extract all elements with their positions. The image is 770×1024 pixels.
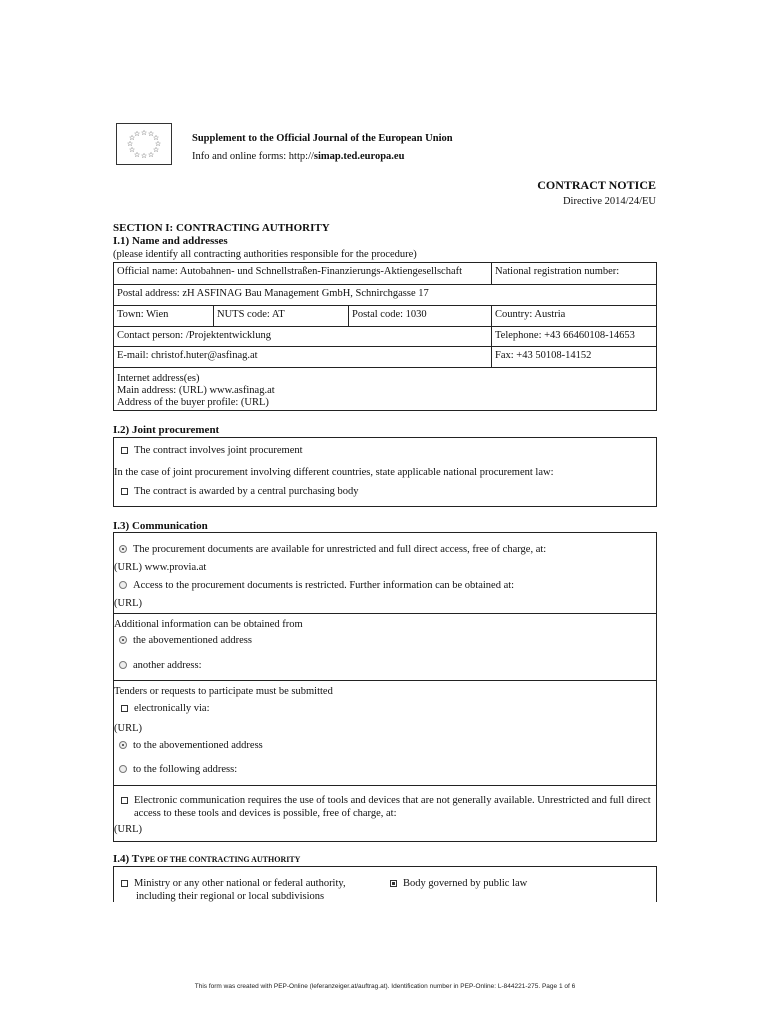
joint-procurement-label: The contract involves joint procurement bbox=[134, 445, 303, 456]
url-field-2: (URL) bbox=[114, 723, 142, 734]
electronic-comm-option[interactable] bbox=[121, 795, 651, 806]
contract-notice-title: CONTRACT NOTICE bbox=[537, 178, 656, 192]
tenders-submitted: Tenders or requests to participate must be submitted bbox=[114, 686, 333, 697]
section-title: SECTION I: CONTRACTING AUTHORITY bbox=[113, 222, 330, 234]
svg-text:☆: ☆ bbox=[152, 134, 160, 142]
email-row bbox=[114, 347, 656, 368]
checkbox-icon[interactable] bbox=[121, 880, 128, 887]
postal-address: Postal address: zH ASFINAG Bau Management GmbH, Schnirchgasse 17 bbox=[117, 288, 429, 299]
i1-note: (please identify all contracting authorities responsible for the procedure) bbox=[113, 249, 417, 260]
svg-text:☆: ☆ bbox=[147, 151, 155, 159]
checkbox-icon[interactable] bbox=[121, 797, 128, 804]
i1-title: I.1) Name and addresses bbox=[113, 235, 228, 247]
svg-text:☆: ☆ bbox=[140, 129, 148, 137]
joint-procurement-option[interactable] bbox=[121, 445, 303, 456]
svg-text:☆: ☆ bbox=[152, 146, 160, 154]
journal-info bbox=[192, 151, 404, 162]
docs-restricted-label: Access to the procurement documents is restricted. Further information can be obtained at: bbox=[133, 580, 515, 591]
body-public-law-option[interactable] bbox=[390, 878, 527, 889]
ministry-label-2: including their regional or local subdivisions bbox=[136, 891, 325, 902]
electronic-comm-label-2: access to these tools and devices is possible, free of charge, at: bbox=[134, 808, 397, 819]
i4-box bbox=[113, 866, 657, 902]
divider bbox=[114, 785, 656, 786]
svg-text:☆: ☆ bbox=[154, 140, 162, 148]
divider bbox=[114, 680, 656, 681]
i4-title bbox=[113, 853, 300, 865]
town-row bbox=[114, 306, 656, 327]
checkbox-icon[interactable] bbox=[121, 447, 128, 454]
radio-icon[interactable] bbox=[119, 765, 127, 773]
radio-selected-icon[interactable] bbox=[119, 741, 127, 749]
telephone: Telephone: +43 66460108-14653 bbox=[491, 327, 656, 346]
body-public-law-label: Body governed by public law bbox=[403, 878, 528, 889]
info-prefix: Info and online forms: http:// bbox=[192, 151, 314, 162]
info-link[interactable]: simap.ted.europa.eu bbox=[313, 151, 405, 162]
central-purchasing-option[interactable] bbox=[121, 486, 359, 497]
checkbox-icon[interactable] bbox=[121, 705, 128, 712]
journal-title: Supplement to the Official Journal of the European Union bbox=[192, 133, 453, 144]
nuts-code: NUTS code: AT bbox=[213, 306, 348, 326]
i3-title: I.3) Communication bbox=[113, 520, 208, 532]
name-row bbox=[114, 263, 656, 285]
another-address-option[interactable] bbox=[119, 660, 202, 671]
postal-row bbox=[114, 285, 656, 306]
svg-text:☆: ☆ bbox=[133, 151, 141, 159]
radio-icon[interactable] bbox=[119, 581, 127, 589]
svg-text:☆: ☆ bbox=[128, 146, 136, 154]
radio-selected-icon[interactable] bbox=[119, 545, 127, 553]
i3-box bbox=[113, 532, 657, 842]
radio-selected-icon[interactable] bbox=[119, 636, 127, 644]
ministry-option[interactable] bbox=[121, 878, 346, 889]
above-address-option[interactable] bbox=[119, 635, 252, 646]
page-footer: This form was created with PEP-Online (leferanzeiger.at/auftrag.at). Identification number in PEP-Online: L-844221-275. Page 1 of 6 bbox=[194, 983, 576, 990]
to-above-label: to the abovementioned address bbox=[133, 740, 263, 751]
above-address-label: the abovementioned address bbox=[133, 635, 252, 646]
divider bbox=[114, 613, 656, 614]
email: E-mail: christof.huter@asfinag.at bbox=[117, 350, 258, 361]
central-purchasing-label: The contract is awarded by a central purchasing body bbox=[134, 486, 359, 497]
docs-restricted-option[interactable] bbox=[119, 580, 514, 591]
i1-address-box bbox=[113, 262, 657, 411]
official-name: Official name: Autobahnen- und Schnellstraßen-Finanzierungs-Aktiengesellschaft bbox=[117, 266, 463, 277]
svg-text:☆: ☆ bbox=[133, 130, 141, 138]
to-above-option[interactable] bbox=[119, 740, 263, 751]
procurement-law: In the case of joint procurement involving different countries, state applicable national procurement law: bbox=[114, 467, 554, 478]
i2-title: I.2) Joint procurement bbox=[113, 424, 220, 436]
another-address-label: another address: bbox=[133, 660, 202, 671]
svg-text:☆: ☆ bbox=[140, 152, 148, 160]
url-field-1: (URL) bbox=[114, 598, 142, 609]
electronic-comm-label-1: Electronic communication requires the use of tools and devices that are not generally available. Unrestricted and full direct bbox=[134, 795, 651, 806]
radio-icon[interactable] bbox=[119, 661, 127, 669]
svg-text:☆: ☆ bbox=[147, 130, 155, 138]
main-address: Main address: (URL) www.asfinag.at bbox=[117, 385, 275, 396]
additional-info: Additional information can be obtained from bbox=[114, 619, 303, 630]
internet-row bbox=[114, 368, 656, 411]
country: Country: Austria bbox=[491, 306, 656, 326]
docs-available-option[interactable] bbox=[119, 544, 546, 555]
postal-code: Postal code: 1030 bbox=[348, 306, 491, 326]
docs-available-label: The procurement documents are available for unrestricted and full direct access, free of charge, at: bbox=[133, 544, 547, 555]
fax: Fax: +43 50108-14152 bbox=[491, 347, 656, 367]
buyer-profile: Address of the buyer profile: (URL) bbox=[117, 397, 269, 408]
town: Town: Wien bbox=[117, 309, 169, 320]
i2-box bbox=[113, 437, 657, 507]
svg-text:☆: ☆ bbox=[126, 140, 134, 148]
svg-text:☆: ☆ bbox=[128, 134, 136, 142]
eu-flag-icon bbox=[117, 124, 171, 164]
internet-title: Internet address(es) bbox=[117, 373, 200, 384]
checkbox-checked-icon[interactable] bbox=[390, 880, 397, 887]
to-following-option[interactable] bbox=[119, 764, 237, 775]
ministry-label-1: Ministry or any other national or federal authority, bbox=[134, 878, 346, 889]
contact-person: Contact person: /Projektentwicklung bbox=[117, 330, 271, 341]
docs-url: (URL) www.provia.at bbox=[114, 562, 207, 573]
i4-title-rest: YPE OF THE CONTRACTING AUTHORITY bbox=[139, 855, 301, 864]
national-registration: National registration number: bbox=[491, 263, 656, 284]
i4-title-prefix: I.4) T bbox=[113, 853, 140, 865]
eu-flag-logo bbox=[116, 123, 172, 165]
directive: Directive 2014/24/EU bbox=[562, 196, 656, 207]
checkbox-icon[interactable] bbox=[121, 488, 128, 495]
to-following-label: to the following address: bbox=[133, 764, 238, 775]
contact-row bbox=[114, 327, 656, 347]
url-field-3: (URL) bbox=[114, 824, 142, 835]
electronically-option[interactable] bbox=[121, 703, 210, 714]
electronically-label: electronically via: bbox=[134, 703, 210, 714]
